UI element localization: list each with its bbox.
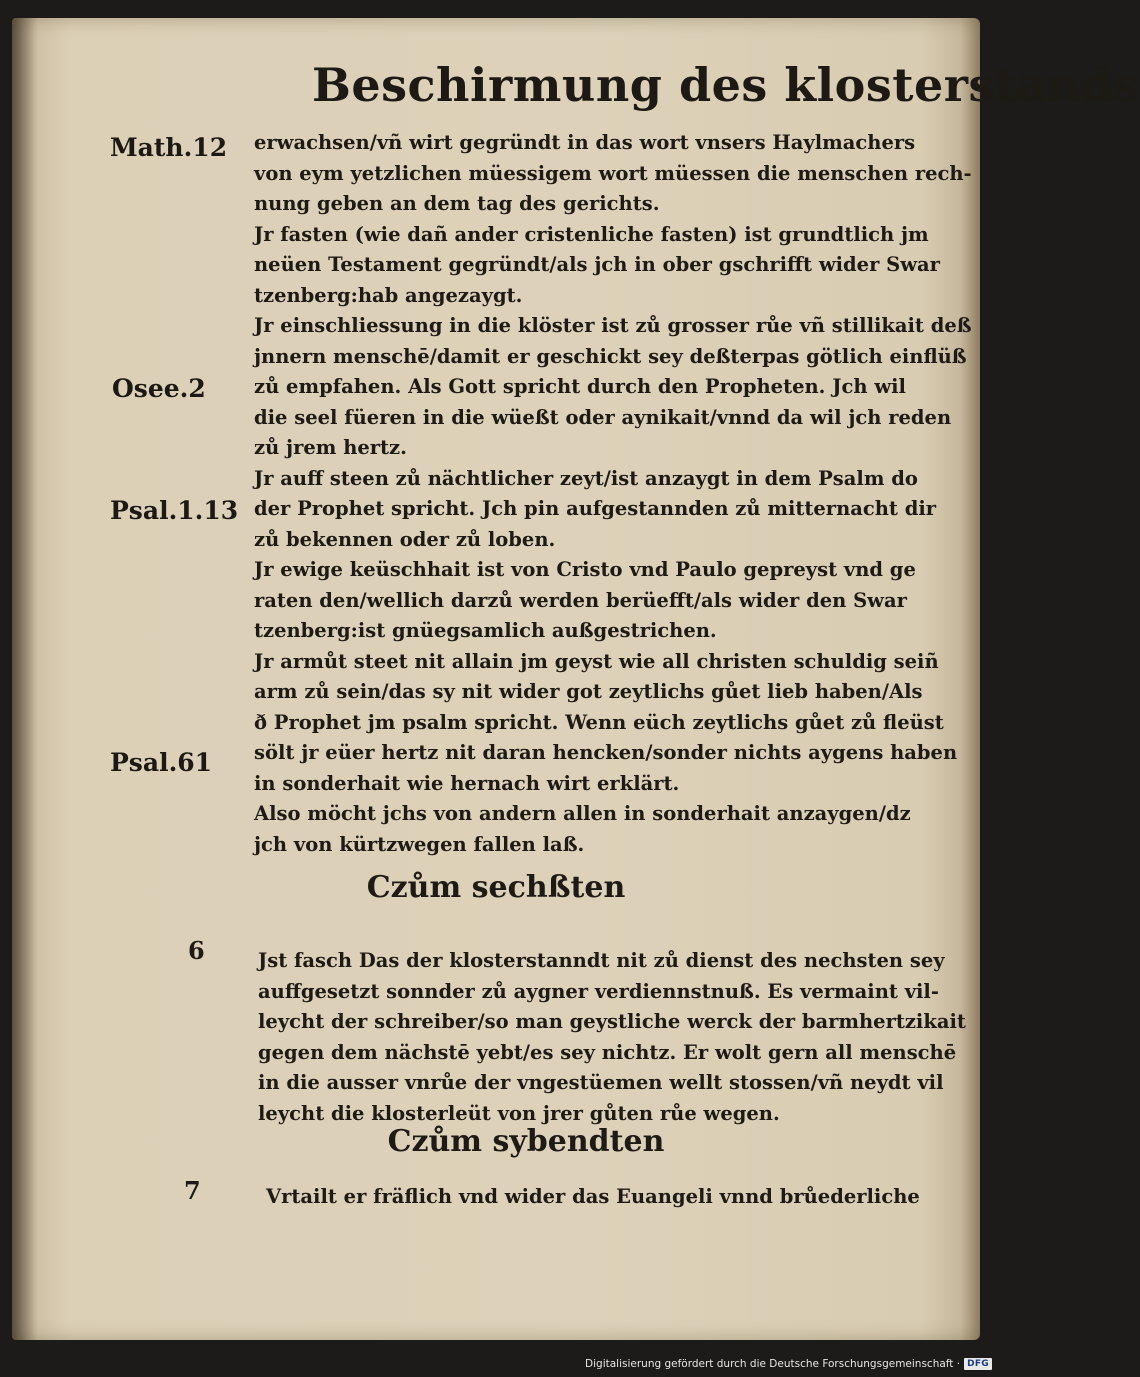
body-line: Jr einschliessung in die klöster ist zů grosser růe vñ stillikait deß bbox=[254, 314, 972, 337]
body-line: die seel füeren in die wüeßt oder aynikait/vnnd da wil jch reden bbox=[254, 405, 952, 429]
section-6-line: leycht die klosterleüt von jrer gůten růe wegen. bbox=[258, 1101, 780, 1125]
body-line: jch von kürtzwegen fallen laß. bbox=[254, 832, 585, 856]
body-line: raten den/wellich darzů werden berüefft/als wider den Swar bbox=[254, 588, 907, 612]
body-line: Jr armůt steet nit allain jm geyst wie all christen schuldig seiñ bbox=[254, 649, 939, 673]
section-6-line: leycht der schreiber/so man geystliche werck der barmhertzikait bbox=[258, 1010, 966, 1033]
section-7-number: 7 bbox=[184, 1176, 201, 1205]
body-line: neüen Testament gegründt/als jch in ober gschrifft wider Swar bbox=[254, 253, 940, 276]
body-line: Jr fasten (wie dañ ander cristenliche fasten) ist grundtlich jm bbox=[254, 222, 929, 246]
section-7-text bbox=[266, 1182, 966, 1213]
section-6-number: 6 bbox=[188, 936, 205, 965]
body-line: zů jrem hertz. bbox=[254, 436, 407, 459]
body-line: Also möcht jchs von andern allen in sonderhait anzaygen/dz bbox=[254, 802, 911, 825]
body-line: in sonderhait wie hernach wirt erklärt. bbox=[254, 771, 680, 795]
marginal-note-osee: Osee.2 bbox=[112, 374, 206, 403]
body-line: ð Prophet jm psalm spricht. Wenn eüch zeytlichs gůet zů fleüst bbox=[254, 710, 944, 734]
body-line: tzenberg:ist gnüegsamlich außgestrichen. bbox=[254, 619, 717, 642]
marginal-note-math: Math.12 bbox=[110, 133, 228, 162]
book-page bbox=[12, 18, 1140, 1340]
heading-section-7: Czům sybendten bbox=[387, 1124, 665, 1159]
section-6-text bbox=[258, 946, 970, 1129]
body-line: jnnern menschē/damit er geschickt sey deßterpas götlich einflüß bbox=[254, 344, 967, 368]
section-6-line: in die ausser vnrůe der vngestüemen wellt stossen/vñ neydt vil bbox=[258, 1071, 944, 1094]
body-line: sölt jr eüer hertz nit daran hencken/sonder nichts aygens haben bbox=[254, 741, 958, 764]
section-6-line: gegen dem nächstē yebt/es sey nichtz. Er wolt gern all menschē bbox=[258, 1040, 957, 1064]
body-line: tzenberg:hab angezaygt. bbox=[254, 283, 523, 307]
marginal-note-psal113: Psal.1.13 bbox=[110, 496, 239, 525]
heading-section-6: Czům sechßten bbox=[366, 870, 626, 905]
body-line: zů bekennen oder zů loben. bbox=[254, 527, 556, 551]
marginal-note-psal61: Psal.61 bbox=[110, 748, 213, 777]
section-7-line: Vrtailt er fräflich vnd wider das Euangeli vnnd brůederliche bbox=[266, 1185, 920, 1208]
body-line: erwachsen/vñ wirt gegründt in das wort vnsers Haylmachers bbox=[254, 131, 916, 154]
section-6-line: Jst fasch Das der klosterstanndt nit zů dienst des nechsten sey bbox=[258, 949, 945, 972]
digitization-credit-text: Digitalisierung gefördert durch die Deutsche Forschungsgemeinschaft · bbox=[585, 1358, 961, 1370]
spine-shadow bbox=[12, 18, 38, 1340]
digitization-credit bbox=[585, 1358, 992, 1370]
body-line: nung geben an dem tag des gerichts. bbox=[254, 192, 660, 215]
body-line: Jr ewige keüschhait ist von Cristo vnd Paulo gepreyst vnd ge bbox=[254, 558, 916, 581]
body-line: arm zů sein/das sy nit wider got zeytlichs gůet lieb haben/Als bbox=[254, 680, 923, 703]
body-line: von eym yetzlichen müessigem wort müessen die menschen rech- bbox=[254, 161, 972, 185]
body-line: zů empfahen. Als Gott spricht durch den Propheten. Jch wil bbox=[254, 375, 906, 398]
running-head: Beschirmung des klosterstands bbox=[312, 58, 1140, 112]
body-line: Jr auff steen zů nächtlicher zeyt/ist anzaygt in dem Psalm do bbox=[254, 466, 918, 490]
dfg-logo-icon: DFG bbox=[964, 1358, 992, 1370]
body-text bbox=[254, 128, 972, 860]
body-line: der Prophet spricht. Jch pin aufgestannden zů mitternacht dir bbox=[254, 497, 937, 520]
section-6-line: auffgesetzt sonnder zů aygner verdiennstnuß. Es vermaint vil- bbox=[258, 979, 939, 1003]
